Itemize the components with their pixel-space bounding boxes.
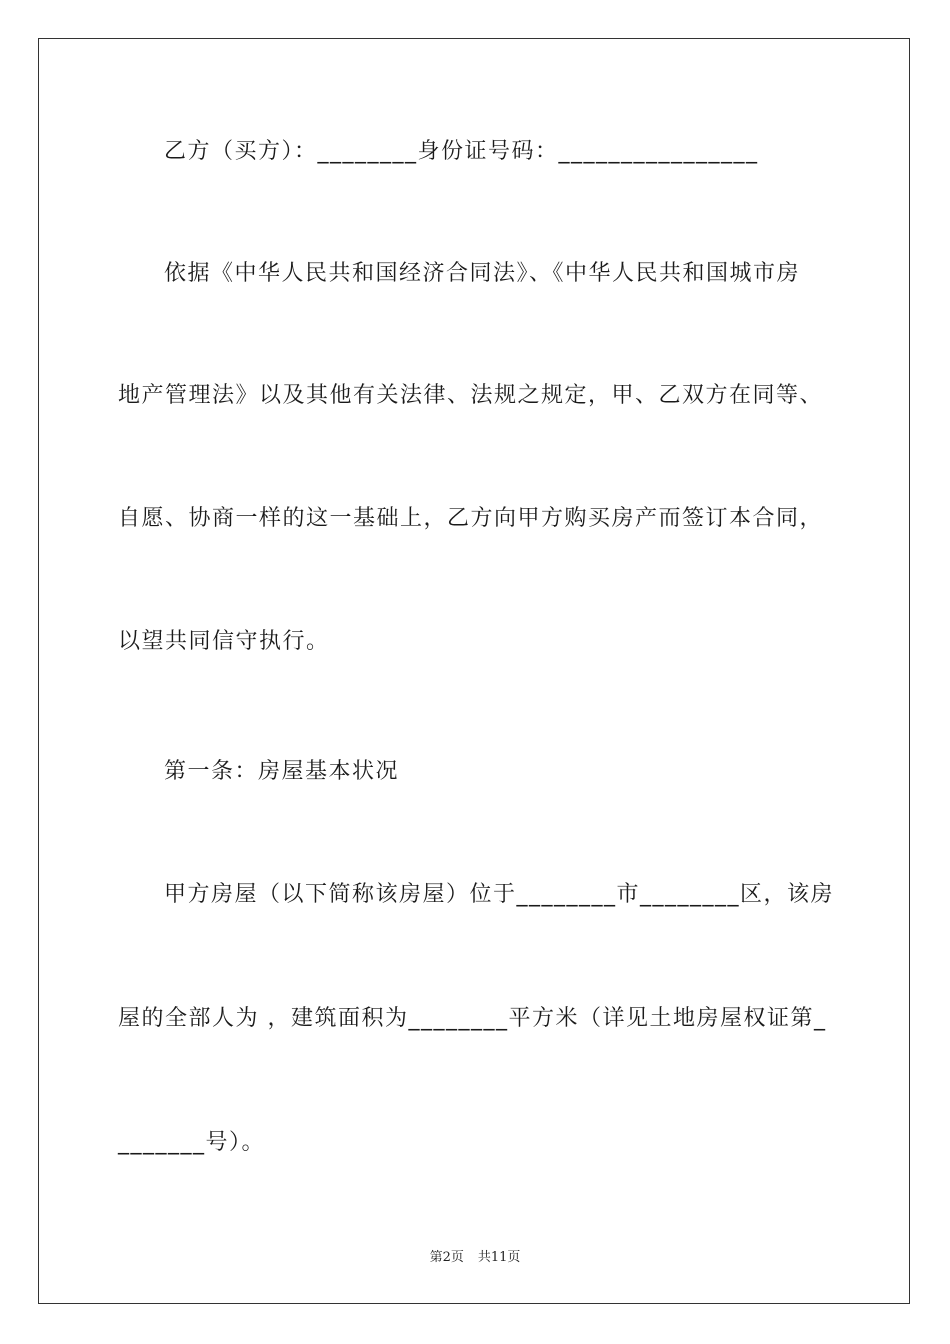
paragraph-line: 依据《中华人民共和国经济合同法》、《中华人民共和国城市房	[164, 261, 801, 286]
article-heading: 第一条：房屋基本状况	[164, 759, 400, 784]
paragraph-line: 地产管理法》以及其他有关法律、法规之规定，甲、乙双方在同等、	[118, 383, 824, 408]
paragraph-line: 自愿、协商一样的这一基础上，乙方向甲方购买房产而签订本合同，	[118, 506, 824, 531]
page-footer	[0, 1246, 950, 1265]
page-border	[38, 38, 910, 1304]
buyer-info-line: 乙方（买方）：________身份证号码：________________	[164, 139, 759, 164]
paragraph-line: 以望共同信守执行。	[118, 629, 330, 654]
page-number: 第2页	[429, 1250, 464, 1265]
paragraph-line: 甲方房屋（以下简称该房屋）位于________市________区，该房	[164, 882, 835, 907]
paragraph-line: 屋的全部人为 ，建筑面积为________平方米（详见土地房屋权证第_	[118, 1006, 827, 1031]
paragraph-line: _______号）。	[118, 1130, 266, 1155]
page-total: 共11页	[477, 1250, 521, 1265]
